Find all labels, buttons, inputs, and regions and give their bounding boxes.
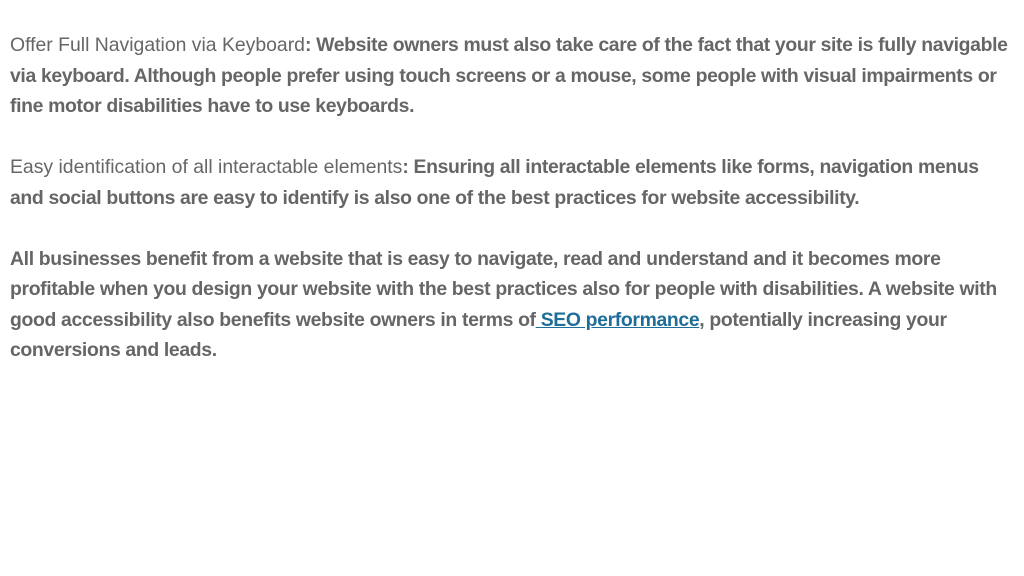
paragraph-keyboard-navigation — [10, 30, 1014, 122]
seo-performance-link[interactable]: SEO performance — [535, 308, 700, 331]
interactable-elements-text: : Ensuring all interactable elements like forms, navigation menus and social buttons are easy to identify is also one of the best practices for website accessibility. — [10, 156, 979, 209]
paragraph-business-benefits — [10, 244, 1014, 366]
keyboard-navigation-heading: Offer Full Navigation via Keyboard — [10, 34, 305, 56]
interactable-elements-heading: Easy identification of all interactable elements — [10, 156, 403, 178]
business-benefits-text: All businesses benefit from a website that is easy to navigate, read and understand and it becomes more profitable when you design your website with the best practices also for people with disabilities. A website with good accessibility also benefits website owners in terms of — [10, 247, 997, 331]
keyboard-navigation-text: : Website owners must also take care of the fact that your site is fully navigable via keyboard. Although people prefer using touch screens or a mouse, some people with visual impairments or fine motor disabilities have to use keyboards. — [10, 34, 1008, 117]
business-benefits-text-end: , potentially increasing your conversions and leads. — [10, 308, 947, 361]
paragraph-interactable-elements — [10, 152, 1014, 213]
